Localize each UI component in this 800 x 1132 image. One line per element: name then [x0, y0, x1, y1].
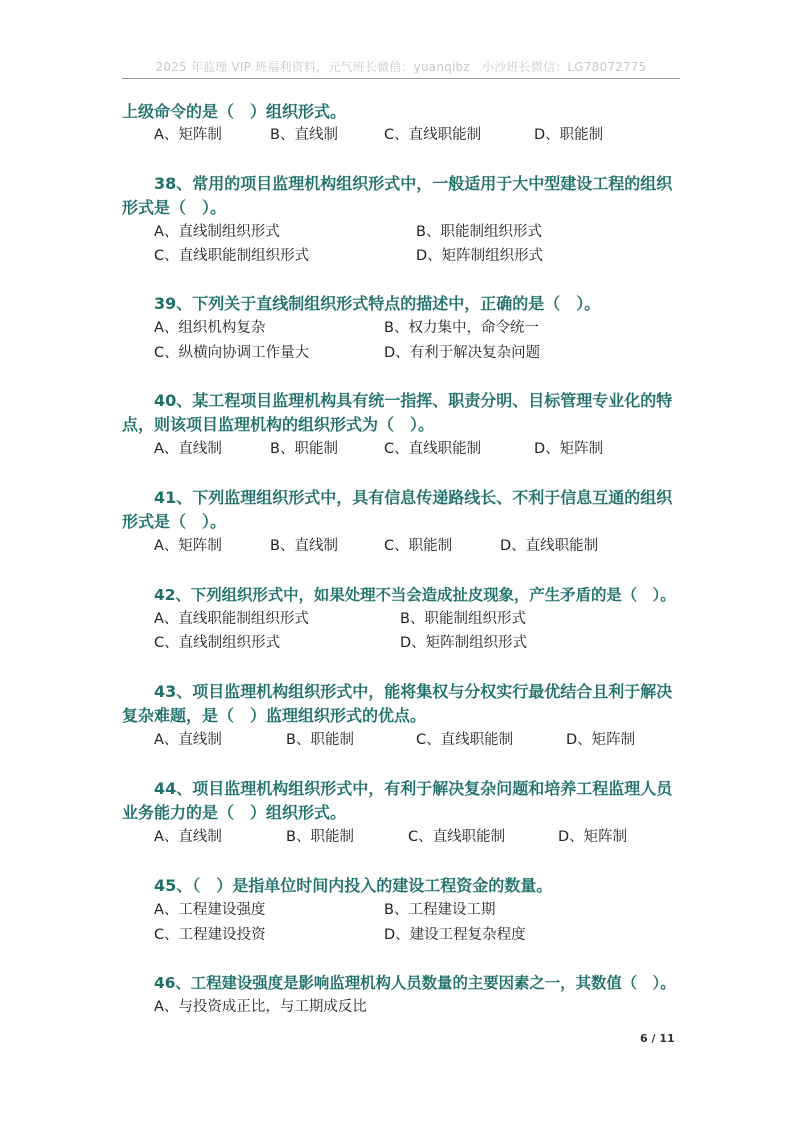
q45-option-c: C、工程建设投资: [154, 927, 266, 943]
q37-option-c: C、直线职能制: [384, 127, 482, 143]
question-38-stem: 38、常用的项目监理机构组织形式中，一般适用于大中型建设工程的组织形式是（ ）。: [122, 174, 673, 217]
q40-option-c: C、直线职能制: [384, 441, 482, 457]
q45-option-b: B、工程建设工期: [384, 902, 496, 918]
q42-option-d: D、矩阵制组织形式: [400, 635, 528, 651]
q39-option-b: B、权力集中，命令统一: [384, 320, 539, 336]
q37-option-d: D、职能制: [534, 127, 604, 143]
q39-option-a: A、组织机构复杂: [154, 320, 266, 336]
q39-option-d: D、有利于解决复杂问题: [384, 345, 541, 361]
q41-option-b: B、直线制: [270, 538, 338, 554]
q42-option-c: C、直线制组织形式: [154, 635, 281, 651]
q38-option-b: B、职能制组织形式: [416, 224, 542, 240]
question-40-stem: 40、某工程项目监理机构具有统一指挥、职责分明、目标管理专业化的特点，则该项目监理机构的组织形式为（ ）。: [122, 391, 673, 434]
q43-option-b: B、职能制: [286, 732, 354, 748]
question-39-stem: 39、下列关于直线制组织形式特点的描述中，正确的是（ ）。: [154, 294, 601, 313]
page-header: 2025 年监理 VIP 班福利资料，元气班长微信：yuanqibz 小沙班长微信：LG78072775: [155, 60, 647, 74]
q46-option-a: A、与投资成正比，与工期成反比: [154, 999, 367, 1015]
header-divider: [122, 78, 680, 79]
q37-option-a: A、矩阵制: [154, 127, 222, 143]
q44-option-d: D、矩阵制: [558, 829, 628, 845]
q45-option-a: A、工程建设强度: [154, 902, 266, 918]
question-45-stem: 45、（ ）是指单位时间内投入的建设工程资金的数量。: [154, 876, 553, 895]
q44-option-b: B、职能制: [286, 829, 354, 845]
q38-option-a: A、直线制组织形式: [154, 224, 280, 240]
q40-option-a: A、直线制: [154, 441, 222, 457]
question-42-stem: 42、下列组织形式中，如果处理不当会造成扯皮现象，产生矛盾的是（ ）。: [154, 586, 676, 604]
q43-option-a: A、直线制: [154, 732, 222, 748]
q39-option-c: C、纵横向协调工作量大: [154, 345, 310, 361]
q44-option-a: A、直线制: [154, 829, 222, 845]
q41-option-d: D、直线职能制: [500, 538, 599, 554]
q42-option-a: A、直线职能制组织形式: [154, 611, 309, 627]
q41-option-a: A、矩阵制: [154, 538, 222, 554]
q40-option-d: D、矩阵制: [534, 441, 604, 457]
q41-option-c: C、职能制: [384, 538, 453, 554]
question-41-stem: 41、下列监理组织形式中，具有信息传递路线长、不利于信息互通的组织形式是（ ）。: [122, 488, 673, 531]
question-46-stem: 46、工程建设强度是影响监理机构人员数量的主要因素之一，其数值（ ）。: [154, 974, 676, 992]
question-37-stem: 上级命令的是（ ）组织形式。: [122, 102, 347, 121]
question-44-stem: 44、项目监理机构组织形式中，有利于解决复杂问题和培养工程监理人员业务能力的是（ ）组织形式。: [122, 779, 673, 822]
q38-option-d: D、矩阵制组织形式: [416, 248, 544, 264]
q37-option-b: B、直线制: [270, 127, 338, 143]
q45-option-d: D、建设工程复杂程度: [384, 927, 526, 943]
q44-option-c: C、直线职能制: [408, 829, 506, 845]
q42-option-b: B、职能制组织形式: [400, 611, 526, 627]
q40-option-b: B、职能制: [270, 441, 338, 457]
page-number: 6 / 11: [640, 1032, 675, 1045]
q38-option-c: C、直线职能制组织形式: [154, 248, 310, 264]
q43-option-d: D、矩阵制: [566, 732, 636, 748]
question-43-stem: 43、项目监理机构组织形式中，能将集权与分权实行最优结合且利于解决复杂难题，是（ ）监理组织形式的优点。: [122, 682, 673, 725]
q43-option-c: C、直线职能制: [416, 732, 514, 748]
